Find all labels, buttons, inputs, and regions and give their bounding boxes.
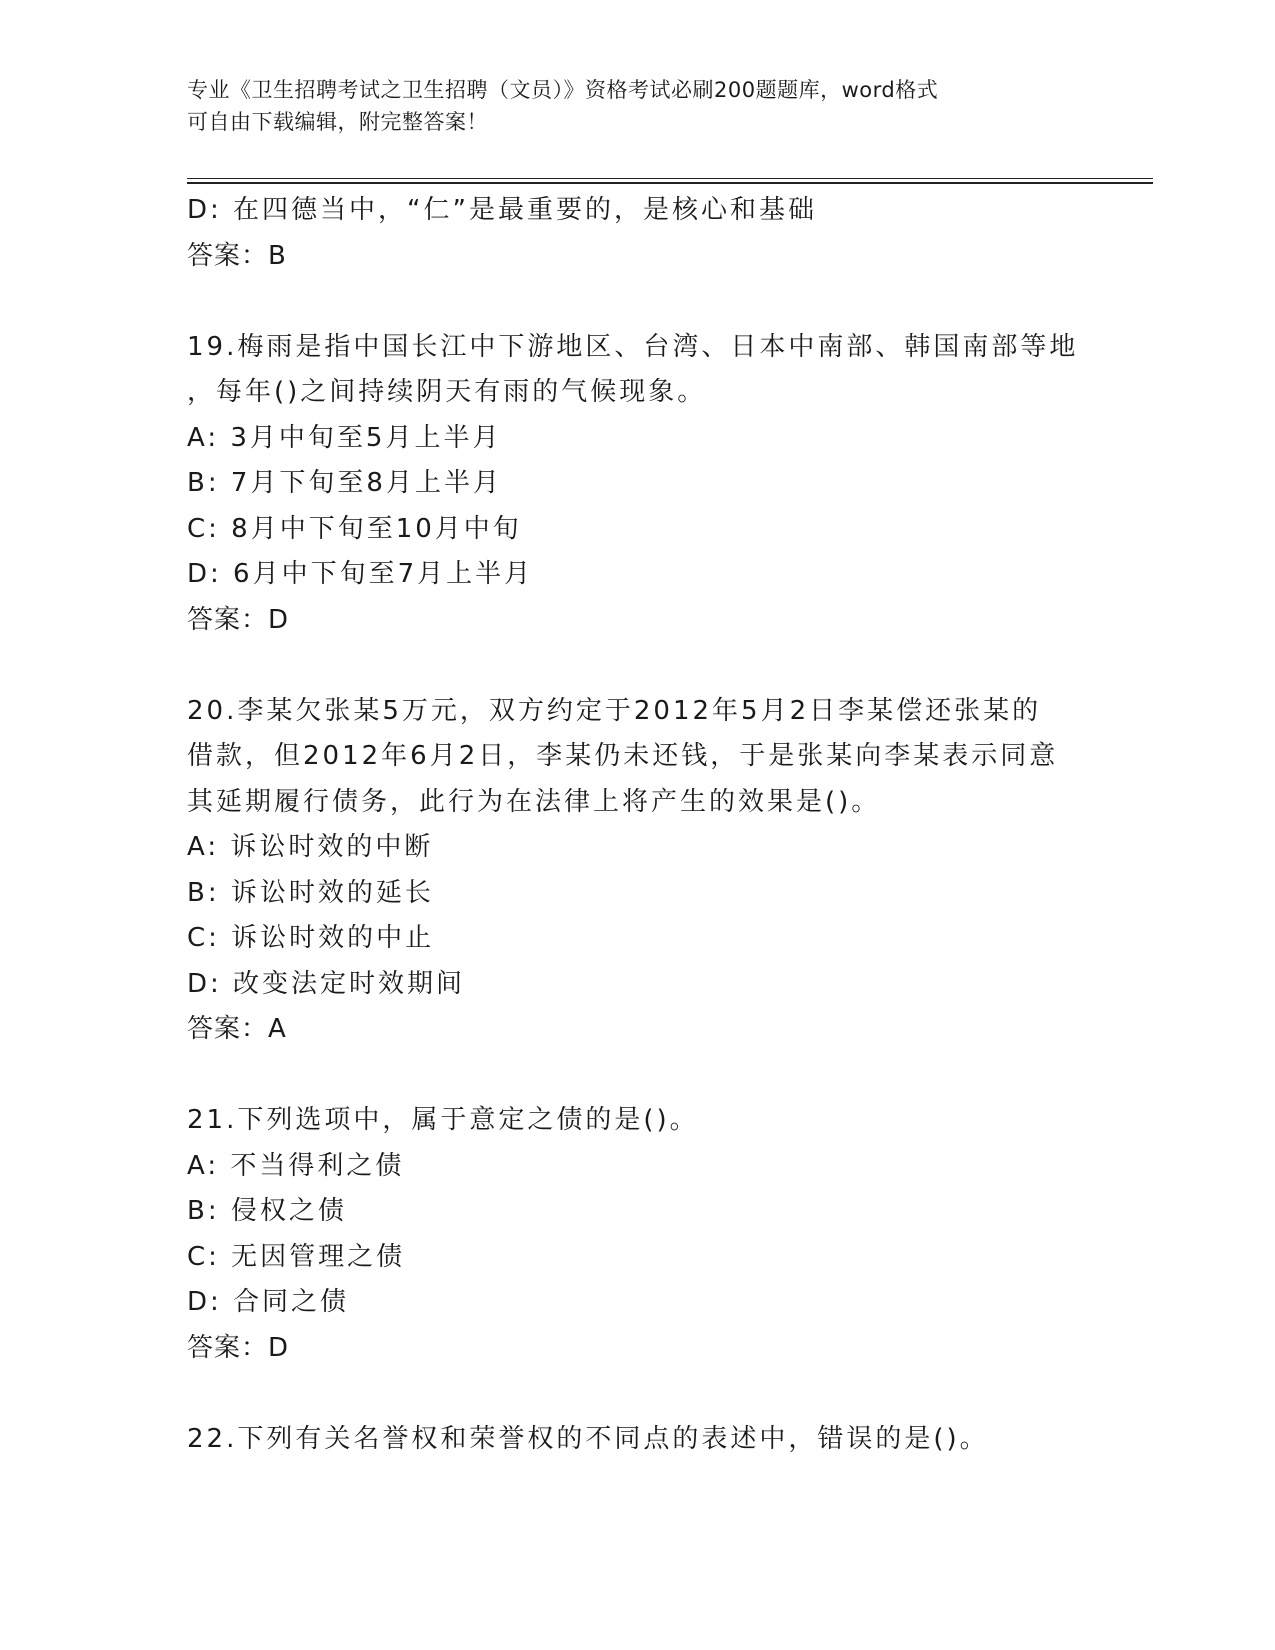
option-c: C: 诉讼时效的中止	[187, 923, 435, 953]
question-stem-line: 其延期履行债务，此行为在法律上将产生的效果是()。	[187, 786, 881, 817]
option-c: C: 8月中下旬至10月中旬	[187, 513, 522, 544]
option-d: D: 合同之债	[187, 1287, 350, 1317]
spacer	[187, 1371, 1087, 1417]
question-stem-line: 21.下列选项中，属于意定之债的是()。	[187, 1105, 699, 1135]
spacer	[187, 279, 1087, 325]
spacer	[187, 643, 1087, 689]
option-c: C: 无因管理之债	[187, 1241, 406, 1272]
option-b: B: 侵权之债	[187, 1196, 347, 1226]
option-d: D: 在四德当中，“仁”是最重要的，是核心和基础	[187, 195, 817, 225]
option-b: B: 诉讼时效的延长	[187, 877, 434, 908]
answer: 答案：A	[187, 1014, 287, 1044]
question-stem-line: 20.李某欠张某5万元，双方约定于2012年5月2日李某偿还张某的	[187, 695, 1042, 726]
option-d: D: 6月中下旬至7月上半月	[187, 559, 534, 589]
question-18-tail	[187, 188, 1087, 279]
document-body	[187, 188, 1087, 1462]
option-d: D: 改变法定时效期间	[187, 968, 466, 999]
document-header	[187, 74, 1067, 138]
spacer	[187, 1053, 1087, 1099]
header-rule-thick	[187, 182, 1153, 184]
question-21	[187, 1098, 1087, 1371]
answer: 答案：D	[187, 1332, 290, 1363]
header-line-2: 可自由下载编辑，附完整答案！	[187, 110, 488, 134]
answer: 答案：D	[187, 604, 290, 635]
question-22	[187, 1417, 1087, 1463]
header-line-1: 专业《卫生招聘考试之卫生招聘（文员）》资格考试必刷200题题库，word格式	[187, 78, 939, 102]
question-stem-line: 借款，但2012年6月2日，李某仍未还钱，于是张某向李某表示同意	[187, 741, 1059, 771]
question-19	[187, 325, 1087, 644]
header-rule-thin	[187, 178, 1153, 179]
answer: 答案：B	[187, 240, 287, 271]
question-stem-line: 19.梅雨是指中国长江中下游地区、台湾、日本中南部、韩国南部等地	[187, 331, 1079, 362]
question-stem-line: 22.下列有关名誉权和荣誉权的不同点的表述中，错误的是()。	[187, 1423, 989, 1454]
question-20	[187, 689, 1087, 1053]
option-b: B: 7月下旬至8月上半月	[187, 468, 502, 498]
option-a: A: 3月中旬至5月上半月	[187, 422, 502, 453]
option-a: A: 不当得利之债	[187, 1150, 405, 1181]
question-stem-line: ，每年()之间持续阴天有雨的气候现象。	[187, 377, 707, 407]
option-a: A: 诉讼时效的中断	[187, 832, 434, 862]
